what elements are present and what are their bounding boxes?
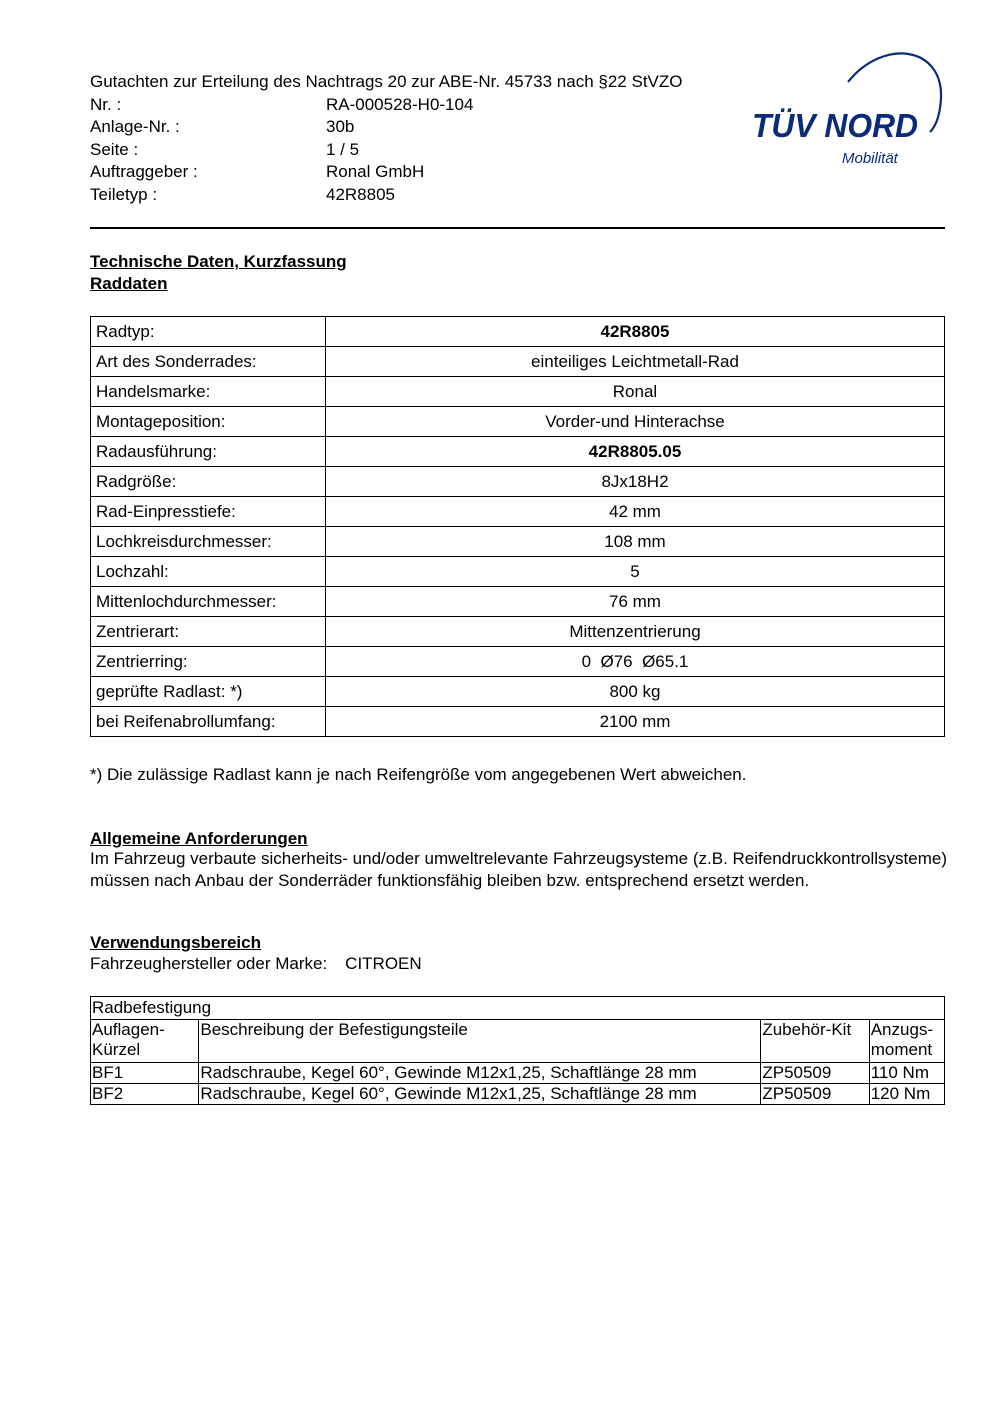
row-value: Ronal — [326, 377, 945, 407]
row-value: 108 mm — [326, 527, 945, 557]
row-label: Radgröße: — [91, 467, 326, 497]
table-cell: 120 Nm — [869, 1084, 944, 1105]
anforderungen-text: Im Fahrzeug verbaute sicherheits- und/oder umweltrelevante Fahrzeugsysteme (z.B. Reifendruckkontrollsysteme) müssen nach Anbau der Sonderräder funktionsfähig bleiben bzw. entsprechend ersetzt werden. — [90, 849, 947, 890]
table-title-row — [91, 997, 945, 1020]
fahrzeughersteller-line — [90, 953, 422, 975]
fahrzeughersteller-value: CITROEN — [345, 954, 422, 973]
row-value: 76 mm — [326, 587, 945, 617]
table-cell: ZP50509 — [761, 1063, 869, 1084]
row-value: 0 Ø76 Ø65.1 — [326, 647, 945, 677]
row-label: Art des Sonderrades: — [91, 347, 326, 377]
document-header — [90, 71, 683, 206]
row-value: Mittenzentrierung — [326, 617, 945, 647]
table-row — [91, 497, 945, 527]
column-header: Anzugs-moment — [869, 1020, 944, 1063]
document-title: Gutachten zur Erteilung des Nachtrags 20 zur ABE-Nr. 45733 nach §22 StVZO — [90, 72, 683, 91]
table-row — [91, 617, 945, 647]
table-row — [91, 527, 945, 557]
table-header-row — [91, 1020, 945, 1063]
header-value: RA-000528-H0-104 — [326, 94, 474, 114]
column-header: Beschreibung der Befestigungsteile — [199, 1020, 761, 1063]
table-row — [91, 587, 945, 617]
table-title: Radbefestigung — [91, 997, 945, 1020]
table-cell: BF2 — [91, 1084, 199, 1105]
row-label: bei Reifenabrollumfang: — [91, 707, 326, 737]
header-label: Teiletyp : — [90, 184, 158, 204]
header-field-nr — [90, 94, 683, 117]
header-field-seite — [90, 139, 683, 162]
row-label: Radtyp: — [91, 317, 326, 347]
header-field-anlage — [90, 116, 683, 139]
table-row — [91, 707, 945, 737]
radlast-footnote: *) Die zulässige Radlast kann je nach Reifengröße vom angegebenen Wert abweichen. — [90, 765, 747, 784]
radbefestigung-table — [90, 996, 945, 1105]
row-label: Handelsmarke: — [91, 377, 326, 407]
table-cell: ZP50509 — [761, 1084, 869, 1105]
row-value: 42 mm — [326, 497, 945, 527]
table-row — [91, 377, 945, 407]
row-value: einteiliges Leichtmetall-Rad — [326, 347, 945, 377]
table-row — [91, 677, 945, 707]
row-value: 42R8805.05 — [326, 437, 945, 467]
row-value: 800 kg — [326, 677, 945, 707]
table-row — [91, 437, 945, 467]
logo-tagline-text: Mobilität — [842, 150, 898, 167]
tuv-nord-logo — [748, 46, 948, 170]
header-label: Nr. : — [90, 94, 122, 114]
row-label: Lochkreisdurchmesser: — [91, 527, 326, 557]
logo-brand-text: TÜV NORD — [752, 107, 918, 144]
fahrzeughersteller-label: Fahrzeughersteller oder Marke: — [90, 954, 328, 973]
table-cell: 110 Nm — [869, 1063, 944, 1084]
table-row — [91, 467, 945, 497]
raddaten-table — [90, 316, 945, 737]
row-label: geprüfte Radlast: *) — [91, 677, 326, 707]
table-row — [91, 317, 945, 347]
header-label: Anlage-Nr. : — [90, 117, 180, 136]
header-divider — [90, 227, 945, 229]
header-value: 30b — [326, 117, 355, 136]
row-label: Rad-Einpresstiefe: — [91, 497, 326, 527]
row-value: 5 — [326, 557, 945, 587]
row-label: Zentrierart: — [91, 617, 326, 647]
header-value: 1 / 5 — [326, 139, 360, 159]
header-value: 42R8805 — [326, 184, 396, 204]
header-field-teiletyp — [90, 184, 683, 207]
table-cell: BF1 — [91, 1063, 199, 1084]
table-row — [91, 407, 945, 437]
section-title-verwendungsbereich: Verwendungsbereich — [90, 933, 261, 952]
row-label: Mittenlochdurchmesser: — [91, 587, 326, 617]
table-cell: Radschraube, Kegel 60°, Gewinde M12x1,25, Schaftlänge 28 mm — [199, 1063, 761, 1084]
table-row — [91, 557, 945, 587]
row-value: 2100 mm — [326, 707, 945, 737]
column-header: Auflagen-Kürzel — [91, 1020, 199, 1063]
header-label: Seite : — [90, 139, 139, 159]
section-subtitle-raddaten: Raddaten — [90, 274, 168, 293]
table-row — [91, 1063, 945, 1084]
row-label: Radausführung: — [91, 437, 326, 467]
header-label: Auftraggeber : — [90, 162, 198, 181]
row-label: Zentrierring: — [91, 647, 326, 677]
column-header: Zubehör-Kit — [761, 1020, 869, 1063]
table-row — [91, 1084, 945, 1105]
section-title-technische-daten: Technische Daten, Kurzfassung — [90, 252, 347, 271]
row-label: Lochzahl: — [91, 557, 326, 587]
header-field-auftraggeber — [90, 161, 683, 184]
table-row — [91, 347, 945, 377]
table-row — [91, 647, 945, 677]
header-value: Ronal GmbH — [326, 162, 425, 181]
row-label: Montageposition: — [91, 407, 326, 437]
table-cell: Radschraube, Kegel 60°, Gewinde M12x1,25, Schaftlänge 28 mm — [199, 1084, 761, 1105]
row-value: 42R8805 — [326, 317, 945, 347]
row-value: 8Jx18H2 — [326, 467, 945, 497]
section-title-allgemeine-anforderungen: Allgemeine Anforderungen — [90, 829, 308, 848]
row-value: Vorder-und Hinterachse — [326, 407, 945, 437]
